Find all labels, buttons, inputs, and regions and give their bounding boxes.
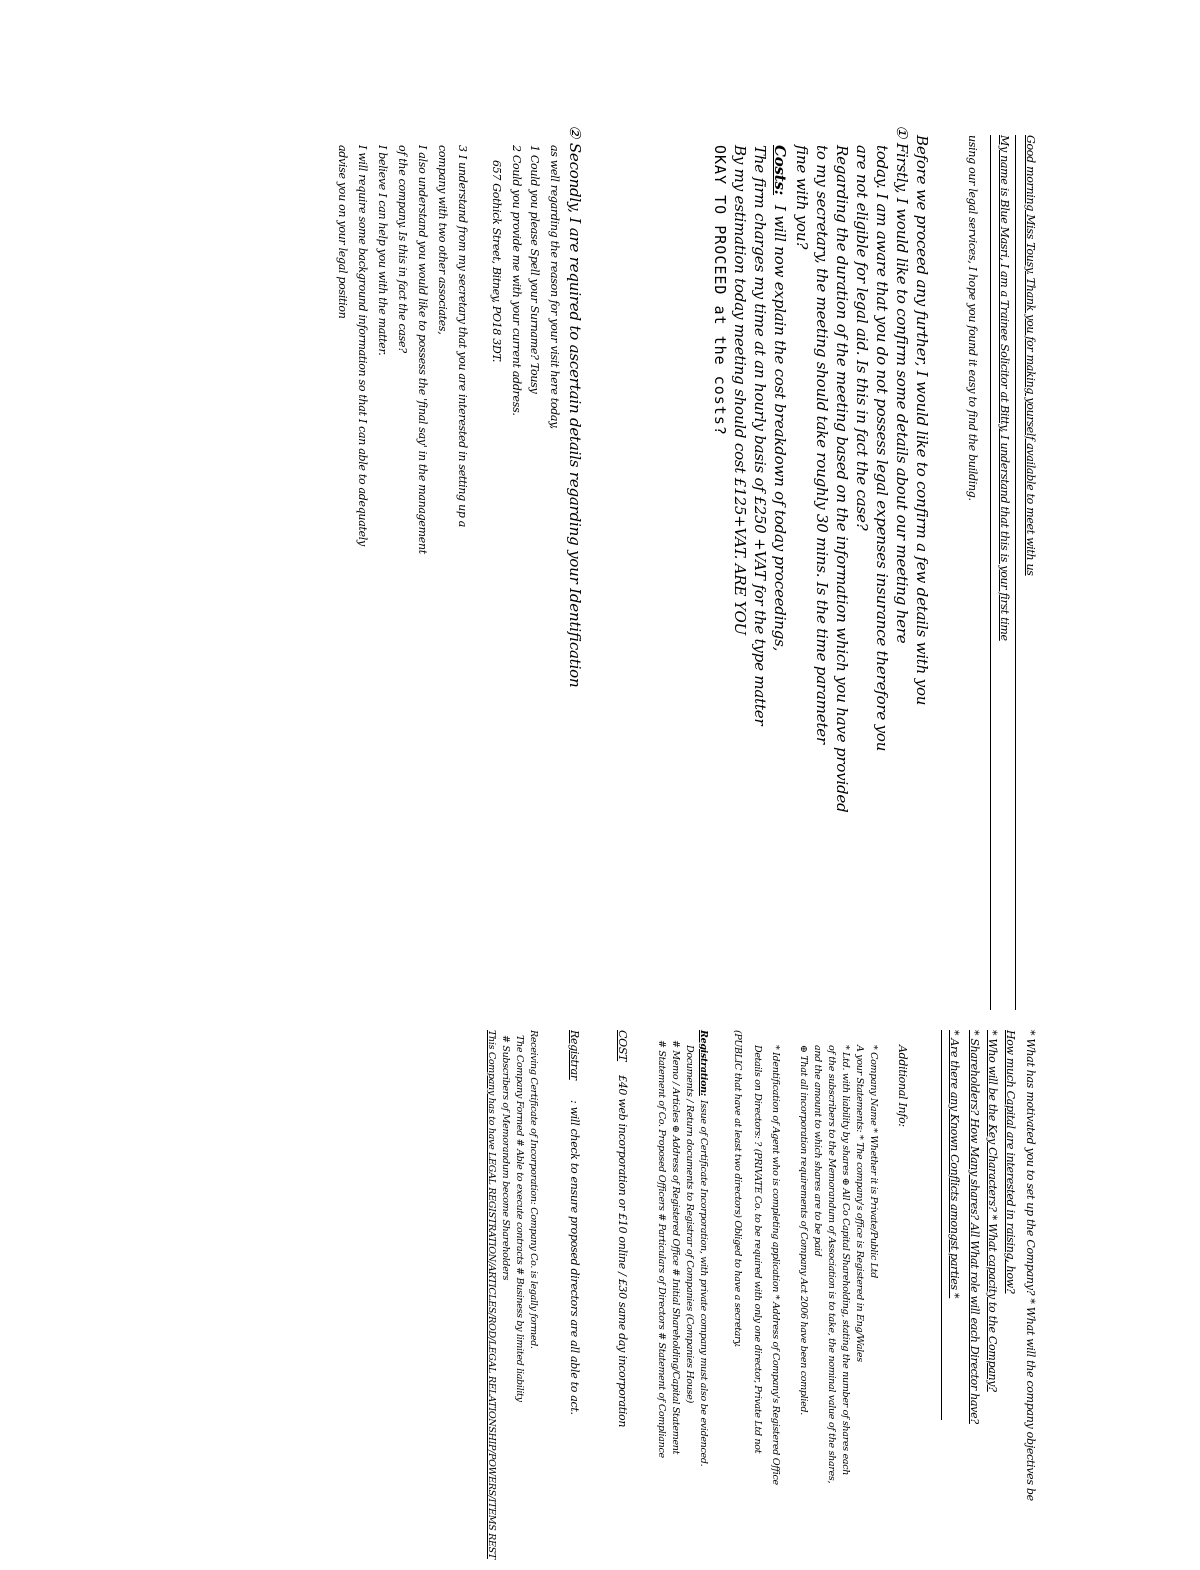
- info-line: * Company Name * Whether it is Private/Public Ltd: [868, 1045, 879, 1279]
- info-line: Receiving Certificate of Incorporation: Company Co. is legally formed.: [528, 1030, 539, 1349]
- info-line: # Statement of Co. Proposed Officers # Particulars of Directors # Statement of Compliance: [656, 1040, 667, 1458]
- paragraph-line: By my estimation today meeting should cost £125+VAT. ARE YOU: [731, 145, 749, 635]
- paragraph-line: today. I am aware that you do not possess legal expenses insurance therefore you: [873, 145, 891, 752]
- info-line: and the amount to which shares are to be paid: [812, 1045, 823, 1257]
- paragraph-line: I also understand you would like to possess the 'final say' in the management: [416, 145, 429, 554]
- intro-line: using our legal services, I hope you found it easy to find the building.: [966, 135, 979, 501]
- paragraph-line: OKAY TO PROCEED at the costs?: [711, 145, 729, 436]
- section-label: Registration:: [698, 1030, 709, 1096]
- paragraph-line: Before we proceed any further, I would like to confirm a few details with you: [913, 135, 931, 706]
- divider-line: [1015, 135, 1016, 1010]
- greeting-line: Good morning Miss Tousy. Thank you for making yourself available to meet with us: [1024, 135, 1037, 576]
- paragraph-line: are not eligible for legal aid. Is this in fact the case?: [853, 145, 871, 531]
- paragraph-line: Regarding the duration of the meeting based on the information which you have provided: [833, 145, 851, 813]
- paragraph-line: 3 I understand from my secretary that you are interested in setting up a: [456, 145, 469, 528]
- paragraph-line: of the company. Is this in fact the case?: [396, 145, 409, 353]
- info-line: This Company has to have LEGAL REGISTRATION/ARTICLES/ROD/LEGAL RELATIONSHIP/POWERS/ITEMS REST: [486, 1030, 497, 1559]
- info-line: * Ltd. with liability by shares ⊕ All Co Capital Shareholding, stating the number of shares each: [840, 1045, 851, 1476]
- info-line: Issue of Certificate Incorporation, with private company must also be evidenced.: [698, 1100, 709, 1467]
- question-line: How much Capital are interested in raising, how?: [1004, 1030, 1017, 1294]
- info-line: Details on Directors: ? (PRIVATE Co. to be required with only one director, Private Ltd not: [752, 1045, 763, 1454]
- paragraph-line: fine with you?: [793, 145, 811, 250]
- intro-line: My name is Blue Masri, I am a Trainee Solicitor at Bitty, I understand that this is your first time: [998, 135, 1011, 641]
- paragraph-line: as well regarding the reason for your visit here today,: [548, 145, 561, 429]
- paragraph-line: I will require some background information so that I can able to adequately: [356, 145, 369, 546]
- paragraph-line: ① Firstly, I would like to confirm some details about our meeting here: [893, 125, 911, 644]
- info-line: ⊕ That all incorporation requirements of Company Act 2006 have been complied.: [798, 1045, 809, 1415]
- info-line: : will check to ensure proposed directors are all able to act.: [568, 1100, 581, 1415]
- info-line: (PUBLIC that have at least two directors) Obliged to have a secretary.: [732, 1030, 743, 1347]
- divider-line: [990, 135, 991, 1010]
- paragraph-line: I believe I can help you with the matter.: [376, 145, 389, 356]
- list-item: 2 Could you provide me with your current address.: [510, 145, 523, 416]
- info-line: Documents / Return documents to Registrar of Companies (Companies House): [684, 1045, 695, 1403]
- info-line: # Memo / Articles ⊕ Address of Registered Office # Initial Shareholding/Capital Statement: [670, 1040, 681, 1455]
- paragraph-line: advise you on your legal position: [336, 145, 349, 319]
- list-item: 1 Could you please Spell your Surname? Tousy: [528, 145, 541, 394]
- info-line: of the subscribers to the Memorandum of Association is to take, the nominal value of the shares,: [826, 1045, 837, 1484]
- question-line: * Are there any Known Conflicts amongst parties *: [948, 1030, 961, 1299]
- section-label: Additional Info:: [896, 1045, 909, 1127]
- address-line: 657 Gothick Street, Bitney, PO18 3DT.: [490, 160, 503, 363]
- info-line: # Subscribers of Memorandum become Shareholders: [500, 1035, 511, 1281]
- paragraph-line: The firm charges my time at an hourly basis of £250 +VAT for the type matter: [751, 145, 769, 726]
- paragraph-line: ② Secondly, I are required to ascertain details regarding your Identification: [566, 125, 584, 688]
- question-line: * Shareholders? How Many shares? All What role will each Director have?: [968, 1030, 981, 1424]
- question-line: * What has motivated you to set up the Company? * What will the company objectives be: [1024, 1030, 1037, 1501]
- costs-label: Costs:: [771, 145, 789, 196]
- question-line: * Who will be the Key Characters? * What capacity to the Company?: [986, 1030, 999, 1392]
- divider-line: [941, 1030, 942, 1420]
- info-line: * Identification of Agent who is completing application * Address of Company's Registered Office: [770, 1045, 781, 1485]
- info-line: A your Statements: * The company's office is Registered in Eng/Wales: [854, 1045, 865, 1362]
- section-label: COST: [616, 1030, 629, 1062]
- info-line: £40 web incorporation or £10 online / £30 same day incorporation: [616, 1075, 629, 1428]
- paragraph-line: to my secretary, the meeting should take roughly 30 mins. Is the time parameter: [813, 145, 831, 744]
- section-label: Registrar: [568, 1030, 581, 1080]
- paragraph-line: company with two other associates,: [436, 145, 449, 335]
- rotated-notes: [158, 125, 1038, 1559]
- info-line: The Company Formed # Able to execute contracts # Business by limited liability: [514, 1035, 525, 1402]
- paragraph-line: I will now explain the cost breakdown of today proceedings,: [771, 205, 789, 652]
